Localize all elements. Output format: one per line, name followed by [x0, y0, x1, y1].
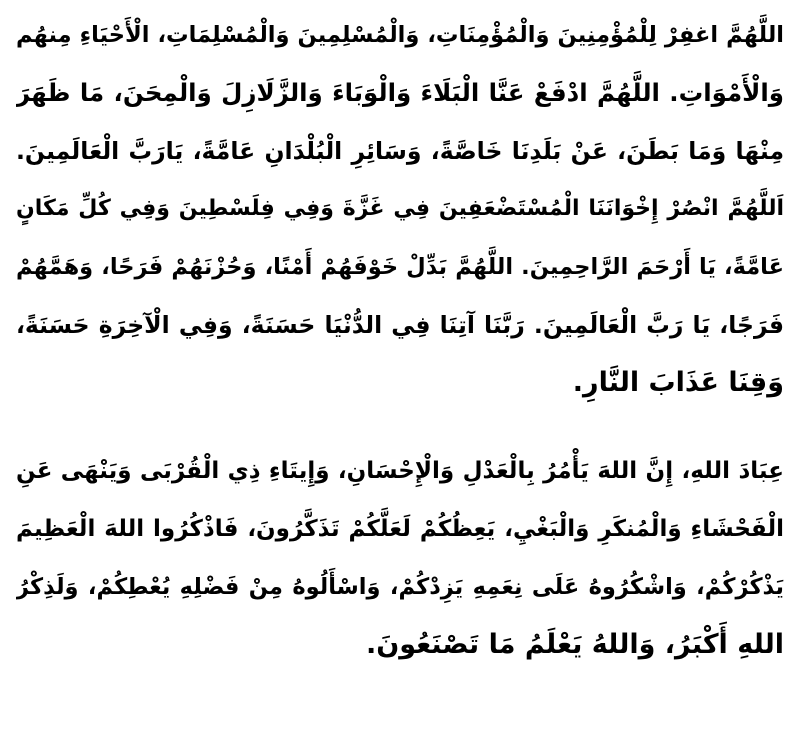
text-line: عِبَادَ اللهِ، إِنَّ اللهَ يَأْمُرُ بِالْعَدْلِ وَالْإِحْسَانِ، وَإِيتَاءِ ذِي الْقُرْبَى وَيَنْهَى عَنِ — [16, 458, 784, 484]
text-line: وَالْأَمْوَاتِ. اللَّهُمَّ ادْفَعْ عَنَّا الْبَلَاءَ وَالْوَبَاءَ وَالزَّلَازِلَ وَالْمِحَنَ، مَا ظَهَرَ — [16, 78, 784, 107]
paragraph-supplication — [16, 6, 784, 412]
text-line: مِنْهَا وَمَا بَطَنَ، عَنْ بَلَدِنَا خَاصَّةً، وَسَائِرِ الْبُلْدَانِ عَامَّةً، يَارَبَّ الْعَالَمِينَ. — [16, 137, 784, 165]
document-page — [16, 6, 784, 742]
paragraph-closing — [16, 442, 784, 674]
text-line: الْفَحْشَاءِ وَالْمُنكَرِ وَالْبَغْيِ، يَعِظُكُمْ لَعَلَّكُمْ تَذَكَّرُونَ، فَاذْكُرُوا اللهَ الْعَظِيمَ — [16, 516, 784, 542]
text-line: اللَّهُمَّ اغفِرْ لِلْمُؤْمِنِينَ وَالْمُؤْمِنَاتِ، وَالْمُسْلِمِينَ وَالْمُسْلِمَاتِ، الْأَحْيَاءِ مِنهُم — [16, 22, 784, 48]
text-line: اللهِ أَكْبَرُ، وَاللهُ يَعْلَمُ مَا تَصْنَعُونَ. — [365, 629, 784, 660]
text-line: وَقِنَا عَذَابَ النَّارِ. — [572, 367, 784, 398]
text-line: عَامَّةً، يَا أَرْحَمَ الرَّاحِمِينَ. اللَّهُمَّ بَدِّلْ خَوْفَهُمْ أَمْنًا، وَحُزْنَهُمْ فَرَحًا، وَهَمَّهُمْ — [16, 254, 784, 280]
paragraph-divider — [16, 412, 784, 442]
text-line: فَرَجًا، يَا رَبَّ الْعَالَمِينَ. رَبَّنَا آتِنَا فِي الدُّنْيَا حَسَنَةً، وَفِي الْآخِرَةِ حَسَنَةً، — [16, 311, 784, 339]
text-line: اَللَّهُمَّ انْصُرْ إِخْوَانَنَا الْمُسْتَضْعَفِينَ فِي غَزَّةَ وَفِي فِلَسْطِينَ وَفِي كُلِّ مَكَانٍ — [16, 196, 784, 221]
text-line: يَذْكُرْكُمْ، وَاشْكُرُوهُ عَلَى نِعَمِهِ يَزِدْكُمْ، وَاسْأَلُوهُ مِنْ فَضْلِهِ يُعْطِكُمْ، وَلَذِكْرُ — [16, 574, 784, 600]
